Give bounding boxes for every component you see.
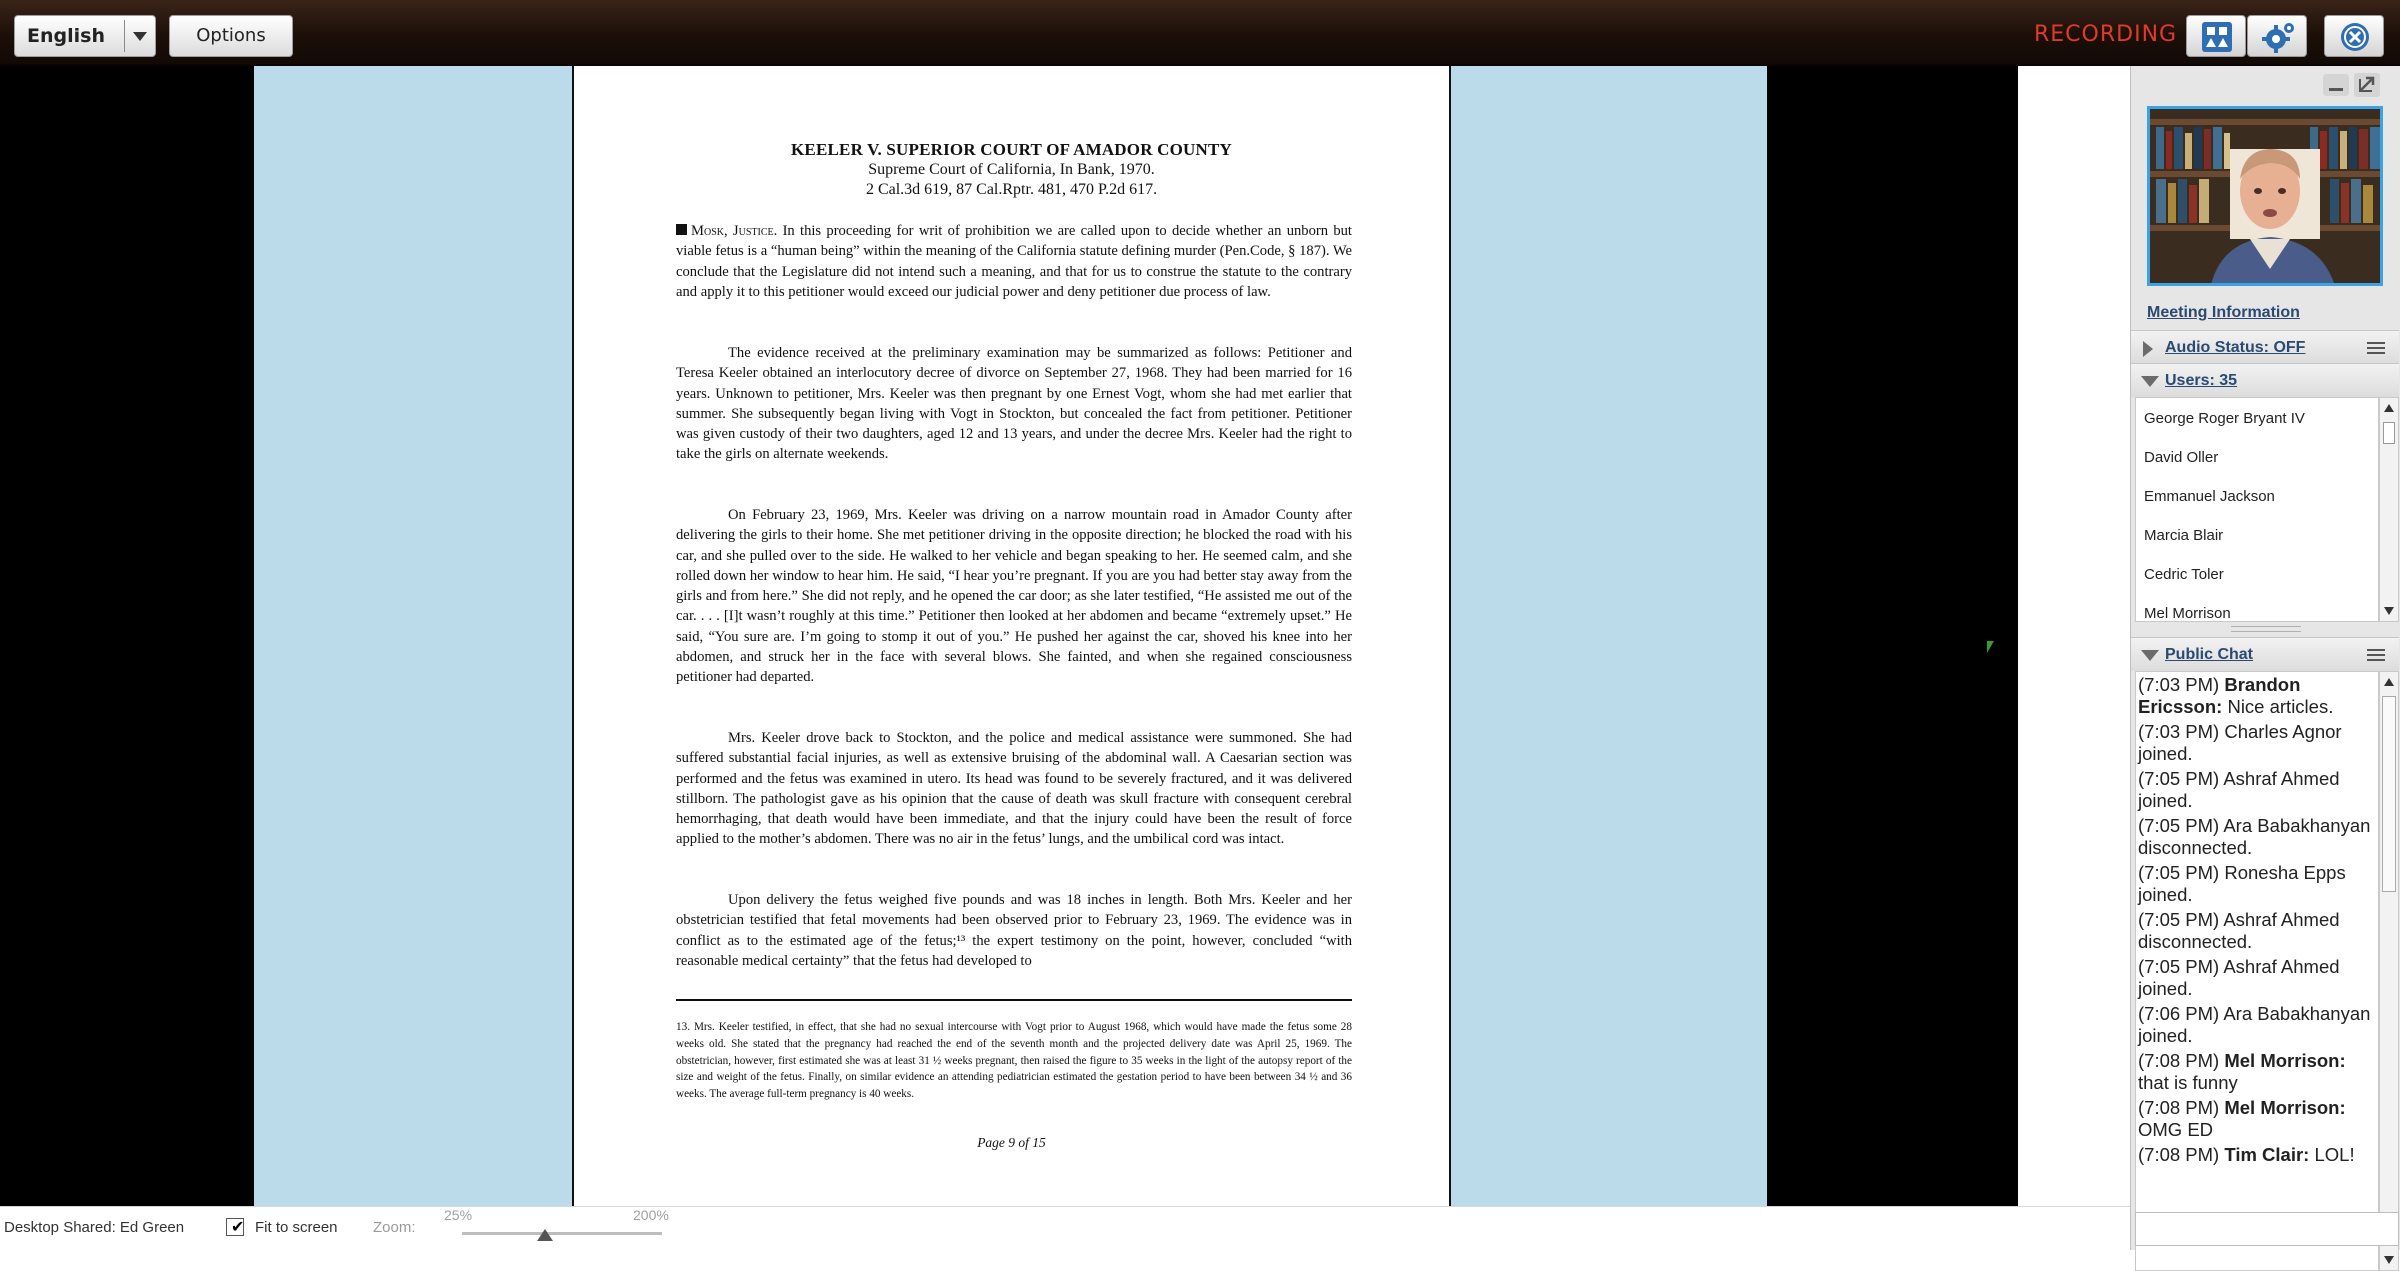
layout-button[interactable] xyxy=(2186,15,2246,57)
user-list-item[interactable]: Mel Morrison xyxy=(2144,605,2231,622)
chat-text: that is funny xyxy=(2138,1072,2238,1093)
users-list xyxy=(2135,397,2379,622)
resize-grip[interactable] xyxy=(2231,626,2301,632)
audio-status-link[interactable]: Audio Status: OFF xyxy=(2165,339,2306,356)
fit-to-screen-label[interactable]: Fit to screen xyxy=(255,1219,338,1236)
zoom-slider-thumb[interactable] xyxy=(537,1229,553,1241)
public-chat-link[interactable]: Public Chat xyxy=(2165,646,2254,663)
chat-message xyxy=(2138,1003,2376,1047)
chat-time: (7:05 PM) xyxy=(2138,862,2225,883)
chat-input[interactable] xyxy=(2135,1212,2399,1246)
scrollbar-thumb[interactable] xyxy=(2383,422,2395,444)
chat-text: Ashraf Ahmed joined. xyxy=(2138,956,2340,999)
users-count-link[interactable]: Users: 35 xyxy=(2165,372,2238,389)
chat-message xyxy=(2138,862,2376,906)
chat-time: (7:06 PM) xyxy=(2138,1003,2224,1024)
minimize-panel-button[interactable] xyxy=(2323,74,2349,96)
zoom-min-label: 25% xyxy=(444,1207,473,1223)
chat-text: Ashraf Ahmed disconnected. xyxy=(2138,909,2340,952)
webcam-video xyxy=(2147,106,2383,286)
opinion-paragraph: Upon delivery the fetus weighed five pounds and was 18 inches in length. Both Mrs. Keeler and her obstetrician testified that fetal movements had been observed prior to February 23, 1969. The evidence was in conflict as to the estimated age of the fetus;¹³ the expert testimony on the point, however, concluded “with reasonable medical certainty” that the fetus had developed to xyxy=(676,892,1352,969)
user-list-item[interactable]: David Oller xyxy=(2144,449,2219,466)
user-list-item[interactable]: Cedric Toler xyxy=(2144,566,2224,583)
chat-message xyxy=(2138,721,2376,765)
chat-message xyxy=(2138,1097,2376,1141)
desktop-share-view[interactable] xyxy=(0,66,2130,1206)
scroll-up-arrow-icon[interactable] xyxy=(2384,404,2394,412)
chat-text: Charles Agnor joined. xyxy=(2138,721,2342,764)
chat-text: Ara Babakhanyan disconnected. xyxy=(2138,815,2371,858)
chat-time: (7:08 PM) xyxy=(2138,1050,2225,1071)
menu-icon[interactable] xyxy=(2367,342,2393,356)
desktop-shared-label: Desktop Shared: Ed Green xyxy=(4,1219,185,1236)
chat-sender: Brandon Ericsson: xyxy=(2138,674,2301,717)
chat-messages xyxy=(2135,671,2379,1271)
close-circle-icon xyxy=(2339,21,2371,53)
chat-message xyxy=(2138,1144,2376,1166)
meeting-information-link[interactable]: Meeting Information xyxy=(2147,304,2300,321)
chat-time: (7:05 PM) xyxy=(2138,815,2224,836)
users-scrollbar[interactable] xyxy=(2379,397,2399,622)
chat-message xyxy=(2138,768,2376,812)
gear-icon xyxy=(2262,21,2296,53)
close-session-button[interactable] xyxy=(2324,15,2384,57)
court-line: Supreme Court of California, In Bank, 1970. xyxy=(868,161,1155,178)
chat-message xyxy=(2138,909,2376,953)
case-title: KEELER V. SUPERIOR COURT OF AMADOR COUNTY xyxy=(790,140,1232,159)
chat-time: (7:03 PM) xyxy=(2138,721,2225,742)
chat-time: (7:05 PM) xyxy=(2138,909,2224,930)
zoom-max-label: 200% xyxy=(633,1207,669,1223)
public-chat-header[interactable] xyxy=(2131,637,2399,671)
chat-text: Ronesha Epps joined. xyxy=(2138,862,2346,905)
shared-background-right xyxy=(1451,66,1767,1206)
chat-time: (7:05 PM) xyxy=(2138,956,2224,977)
opinion-paragraph: Mrs. Keeler drove back to Stockton, and the police and medical assistance were summoned. She had suffered substantial facial injuries, as well as extensive bruising of the abdominal wall. A Caesarian section was performed and the fetus was examined in utero. Its head was found to be severely fractured, and it was delivered stillborn. The pathologist gave as his opinion that the cause of death was skull fracture with consequent cerebral hemorrhaging, that death would have been immediate, and that the injury could have been the result of force applied to the mother’s abdomen. There was no air in the fetus’ lungs, and the umbilical cord was intact. xyxy=(676,730,1352,848)
page-number: Page 9 of 15 xyxy=(977,1135,1046,1150)
zoom-slider-track[interactable] xyxy=(462,1232,662,1235)
status-bar xyxy=(0,1206,2130,1250)
layout-icon xyxy=(2201,21,2233,53)
document-page xyxy=(572,66,1451,1206)
chat-time: (7:05 PM) xyxy=(2138,768,2224,789)
recording-indicator: RECORDING xyxy=(2034,22,2178,47)
fit-to-screen-checkbox[interactable] xyxy=(226,1218,244,1236)
options-button[interactable]: Options xyxy=(169,15,293,57)
scroll-down-arrow-icon[interactable] xyxy=(2384,1256,2394,1264)
shared-background-left xyxy=(254,66,572,1206)
user-list-item[interactable]: Emmanuel Jackson xyxy=(2144,488,2275,505)
opinion-author: Mosk, Justice. xyxy=(691,223,778,239)
chat-message xyxy=(2138,815,2376,859)
chat-sender: Mel Morrison: xyxy=(2224,1097,2346,1118)
zoom-label: Zoom: xyxy=(373,1219,416,1236)
user-list-item[interactable]: Marcia Blair xyxy=(2144,527,2224,544)
user-list-item[interactable]: George Roger Bryant IV xyxy=(2144,410,2305,427)
chevron-down-icon xyxy=(133,32,147,41)
footnote-divider xyxy=(676,999,1352,1001)
chat-sender: Tim Clair: xyxy=(2224,1144,2315,1165)
shared-background-white xyxy=(2018,66,2130,1206)
opinion-paragraph xyxy=(676,221,1352,302)
popout-icon[interactable] xyxy=(2353,72,2381,98)
chat-message xyxy=(2138,956,2376,1000)
citation-line: 2 Cal.3d 619, 87 Cal.Rptr. 481, 470 P.2d 617. xyxy=(865,181,1158,198)
chat-scrollbar[interactable] xyxy=(2379,671,2399,1271)
chat-text: OMG ED xyxy=(2138,1119,2214,1140)
audio-status-header[interactable] xyxy=(2131,330,2399,364)
remote-cursor-icon xyxy=(1987,641,1994,653)
square-bullet-icon xyxy=(676,224,687,235)
chat-text: Nice articles. xyxy=(2227,696,2334,717)
checkmark-icon: ✔ xyxy=(231,1219,245,1236)
chat-message xyxy=(2138,674,2376,718)
chat-text: Ashraf Ahmed joined. xyxy=(2138,768,2340,811)
scroll-up-arrow-icon[interactable] xyxy=(2384,678,2394,686)
scrollbar-thumb[interactable] xyxy=(2382,696,2396,892)
language-select-divider xyxy=(124,20,125,52)
menu-icon[interactable] xyxy=(2367,649,2393,663)
expand-arrow-icon[interactable] xyxy=(2143,341,2153,357)
collapse-arrow-icon[interactable] xyxy=(2141,650,2159,661)
users-header[interactable] xyxy=(2131,363,2399,397)
settings-button[interactable] xyxy=(2247,15,2307,57)
presenter-video-frame xyxy=(2150,109,2383,286)
chat-time: (7:08 PM) xyxy=(2138,1097,2225,1118)
footnote: 13. Mrs. Keeler testified, in effect, that she had no sexual intercourse with Vogt prior to August 1968, which would have made the fetus some 28 weeks old. She stated that the pregnancy had reached the end of the seventh month and the projected delivery date was April 25, 1969. The obstetrician, however, first estimated she was at least 31 ½ weeks pregnant, then raised the figure to 35 weeks in the light of the autopsy report of the size and weight of the fetus. Finally, on similar evidence an attending pediatrician estimated the gestation period to have been between 34 ½ and 36 weeks. The average full-term pregnancy is 40 weeks. xyxy=(676,1021,1352,1101)
language-select[interactable] xyxy=(14,15,156,57)
chat-time: (7:08 PM) xyxy=(2138,1144,2225,1165)
chat-text: LOL! xyxy=(2314,1144,2355,1165)
paragraph-text: In this proceeding for writ of prohibition we are called upon to decide whether an unborn but viable fetus is a “human being” within the meaning of the California statute defining murder (Pen.Code, § 187). We conclude that the Legislature did not intend such a meaning, and that for us to construe the statute to the contrary and apply it to this petitioner would exceed our judicial power and deny petitioner due process of law. xyxy=(676,223,1352,300)
opinion-paragraph: On February 23, 1969, Mrs. Keeler was driving on a narrow mountain road in Amador County after delivering the girls to their home. She met petitioner driving in the opposite direction; he blocked the road with his car, and she pulled over to the side. He walked to her vehicle and began speaking to her. He seemed calm, and she rolled down her window to hear him. He said, “I hear you’re pregnant. If you are you had better stay away from the girls and from here.” She did not reply, and he opened the car door; as she later testified, “He assisted me out of the car. . . . [I]t wasn’t roughly at this time.” Petitioner then looked at her abdomen and became “extremely upset.” He said, “You sure are. I’m going to stomp it out of you.” He pushed her against the car, shoved his knee into her abdomen, and struck her in the face with several blows. She fainted, and when she regained consciousness petitioner had departed. xyxy=(676,507,1352,686)
minimize-icon xyxy=(2329,88,2343,91)
chat-time: (7:03 PM) xyxy=(2138,674,2225,695)
top-toolbar xyxy=(0,0,2400,66)
scroll-down-arrow-icon[interactable] xyxy=(2384,607,2394,615)
chat-message xyxy=(2138,1050,2376,1094)
chat-text: Ara Babakhanyan joined. xyxy=(2138,1003,2371,1046)
meeting-side-panel xyxy=(2130,66,2400,1250)
collapse-arrow-icon[interactable] xyxy=(2141,376,2159,387)
opinion-paragraph: The evidence received at the preliminary examination may be summarized as follows: Petitioner and Teresa Keeler obtained an interlocutory decree of divorce on September 27, 1968. They had been married for 16 years. Unknown to petitioner, Mrs. Keeler was then pregnant by one Ernest Vogt, whom she had met earlier that summer. She subsequently began living with Vogt in Stockton, but concealed the fact from petitioner. Petitioner was given custody of their two daughters, aged 12 and 13 years, and under the decree Mrs. Keeler had the right to take the girls on alternate weekends. xyxy=(676,345,1352,463)
language-select-value: English xyxy=(27,25,105,47)
chat-sender: Mel Morrison: xyxy=(2224,1050,2346,1071)
